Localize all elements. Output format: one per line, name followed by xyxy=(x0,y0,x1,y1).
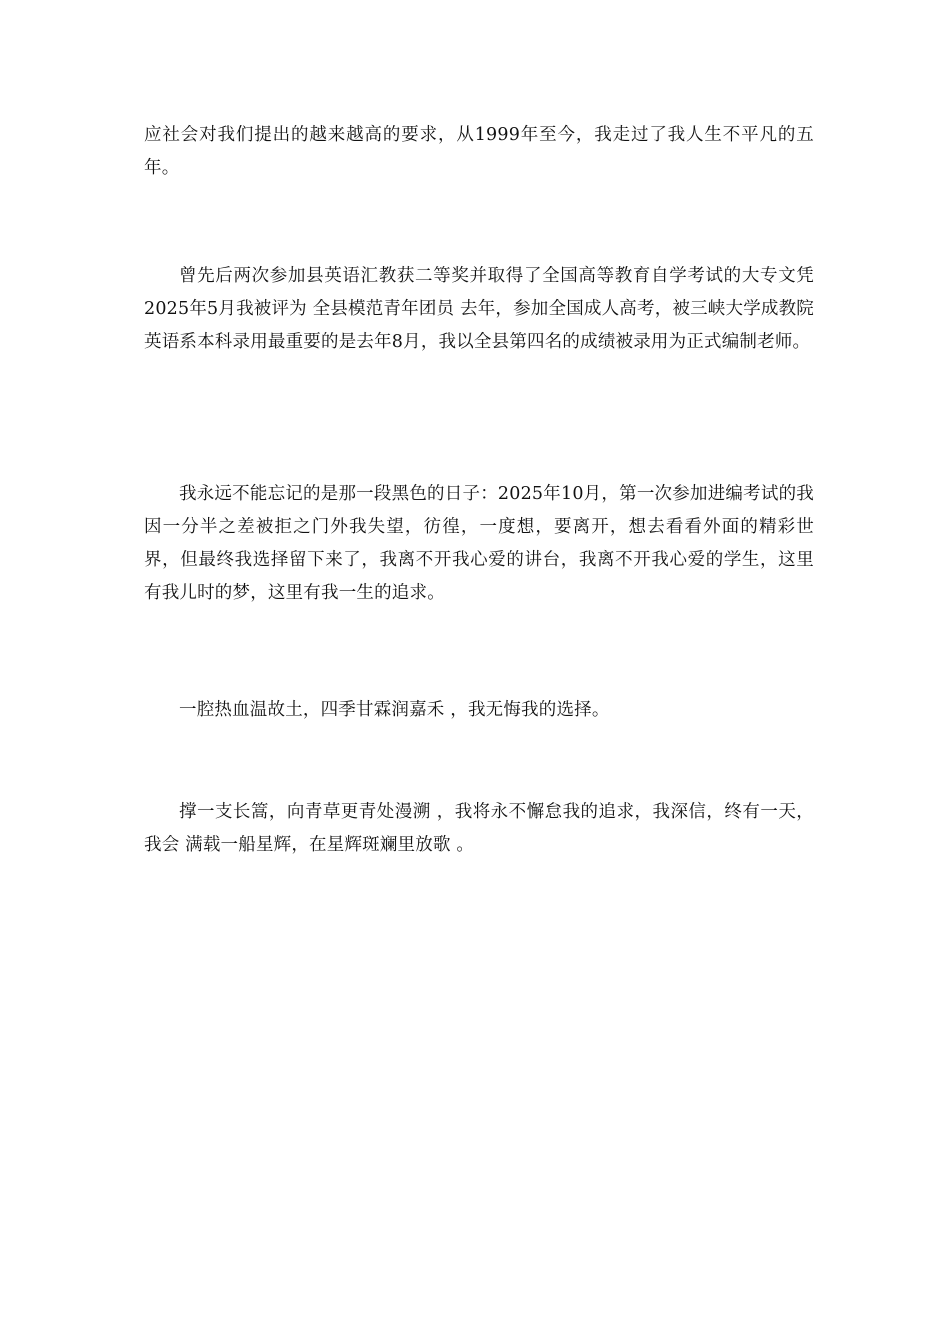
paragraph-3: 我永远不能忘记的是那一段黑色的日子：2025年10月，第一次参加进编考试的我因一分半之差被拒之门外我失望，彷徨，一度想，要离开，想去看看外面的精彩世界，但最终我选择留下来了，我离不开我心爱的讲台，我离不开我心爱的学生，这里有我儿时的梦，这里有我一生的追求。 xyxy=(144,484,814,603)
paragraph-5: 撑一支长篙，向青草更青处漫溯 ，我将永不懈怠我的追求，我深信，终有一天，我会 满载一船星辉，在星辉斑斓里放歌 。 xyxy=(144,802,814,855)
paragraph-1: 应社会对我们提出的越来越高的要求，从1999年至今，我走过了我人生不平凡的五年。 xyxy=(144,125,814,178)
paragraph-2: 曾先后两次参加县英语汇教获二等奖并取得了全国高等教育自学考试的大专文凭 2025年5月我被评为 全县模范青年团员 去年，参加全国成人高考，被三峡大学成教院英语系本科录用最重要的是去年8月，我以全县第四名的成绩被录用为正式编制老师。 xyxy=(144,266,814,352)
paragraph-4: 一腔热血温故土，四季甘霖润嘉禾 ，我无悔我的选择。 xyxy=(179,700,610,720)
